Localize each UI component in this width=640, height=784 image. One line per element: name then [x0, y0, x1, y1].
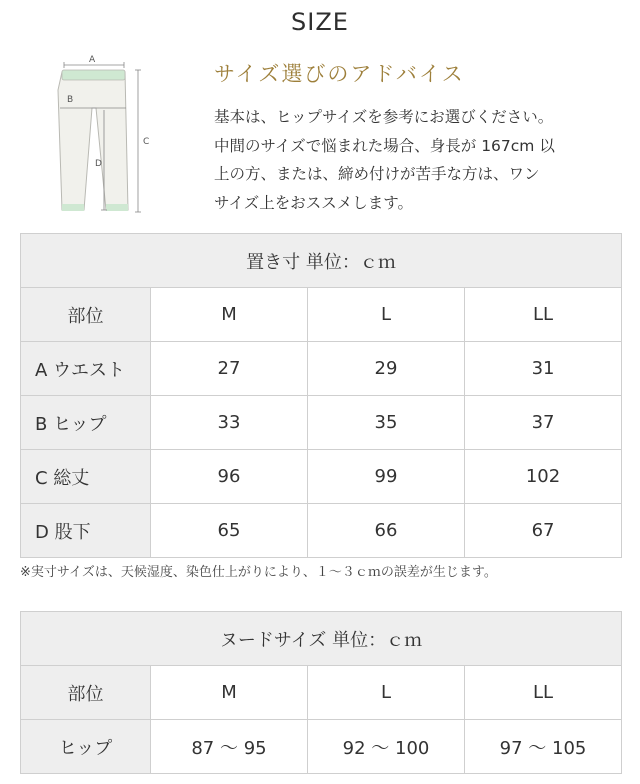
table-cell: 65: [151, 504, 308, 558]
label-c: C: [143, 137, 150, 147]
column-header: L: [308, 288, 465, 342]
measurement-note: ※実寸サイズは、天候湿度、染色仕上がりにより、１～３ｃｍの誤差が生じます。: [20, 565, 497, 580]
pants-outline: [58, 72, 128, 210]
label-d: D: [95, 159, 102, 169]
table-header-row: [21, 666, 622, 720]
column-header: 部位: [21, 666, 151, 720]
table-cell: 29: [308, 342, 465, 396]
table-row: [21, 342, 622, 396]
column-header: M: [151, 666, 308, 720]
table-cell: 35: [308, 396, 465, 450]
table-row: [21, 720, 622, 774]
column-header: LL: [465, 666, 622, 720]
hem-left: [62, 204, 84, 211]
row-label: B ヒップ: [21, 396, 151, 450]
advice-line: サイズ上をおススメします。: [214, 193, 414, 212]
advice-text: [214, 103, 614, 217]
table-cell: 87 〜 95: [151, 720, 308, 774]
table-row: [21, 504, 622, 558]
table-cell: 67: [465, 504, 622, 558]
column-header: M: [151, 288, 308, 342]
row-label: ヒップ: [21, 720, 151, 774]
page-title: SIZE: [291, 8, 349, 36]
table-header-row: [21, 288, 622, 342]
pants-diagram: [40, 50, 170, 225]
table-caption: ヌードサイズ 単位：ｃｍ: [21, 612, 622, 666]
table-cell: 37: [465, 396, 622, 450]
row-label: C 総丈: [21, 450, 151, 504]
advice-line: 中間のサイズで悩まれた場合、身長が 167cm 以: [214, 136, 555, 155]
table-row: [21, 396, 622, 450]
table-cell: 97 〜 105: [465, 720, 622, 774]
table-cell: 31: [465, 342, 622, 396]
table-cell: 102: [465, 450, 622, 504]
nude-size-table: [20, 611, 622, 774]
table-cell: 96: [151, 450, 308, 504]
row-label: A ウエスト: [21, 342, 151, 396]
hem-right: [106, 204, 128, 211]
table-row: [21, 450, 622, 504]
row-label: D 股下: [21, 504, 151, 558]
table-cell: 99: [308, 450, 465, 504]
label-b: B: [67, 95, 74, 105]
table-cell: 92 〜 100: [308, 720, 465, 774]
measured-size-table: [20, 233, 622, 558]
column-header: L: [308, 666, 465, 720]
advice-line: 基本は、ヒップサイズを参考にお選びください。: [214, 108, 554, 126]
table-cell: 66: [308, 504, 465, 558]
waistband: [62, 70, 125, 80]
advice-title: サイズ選びのアドバイス: [214, 62, 465, 86]
table-caption: 置き寸 単位：ｃｍ: [21, 234, 622, 288]
label-a: A: [89, 55, 96, 65]
column-header: 部位: [21, 288, 151, 342]
table-cell: 33: [151, 396, 308, 450]
advice-line: 上の方、または、締め付けが苦手な方は、ワン: [214, 165, 540, 183]
column-header: LL: [465, 288, 622, 342]
table-cell: 27: [151, 342, 308, 396]
